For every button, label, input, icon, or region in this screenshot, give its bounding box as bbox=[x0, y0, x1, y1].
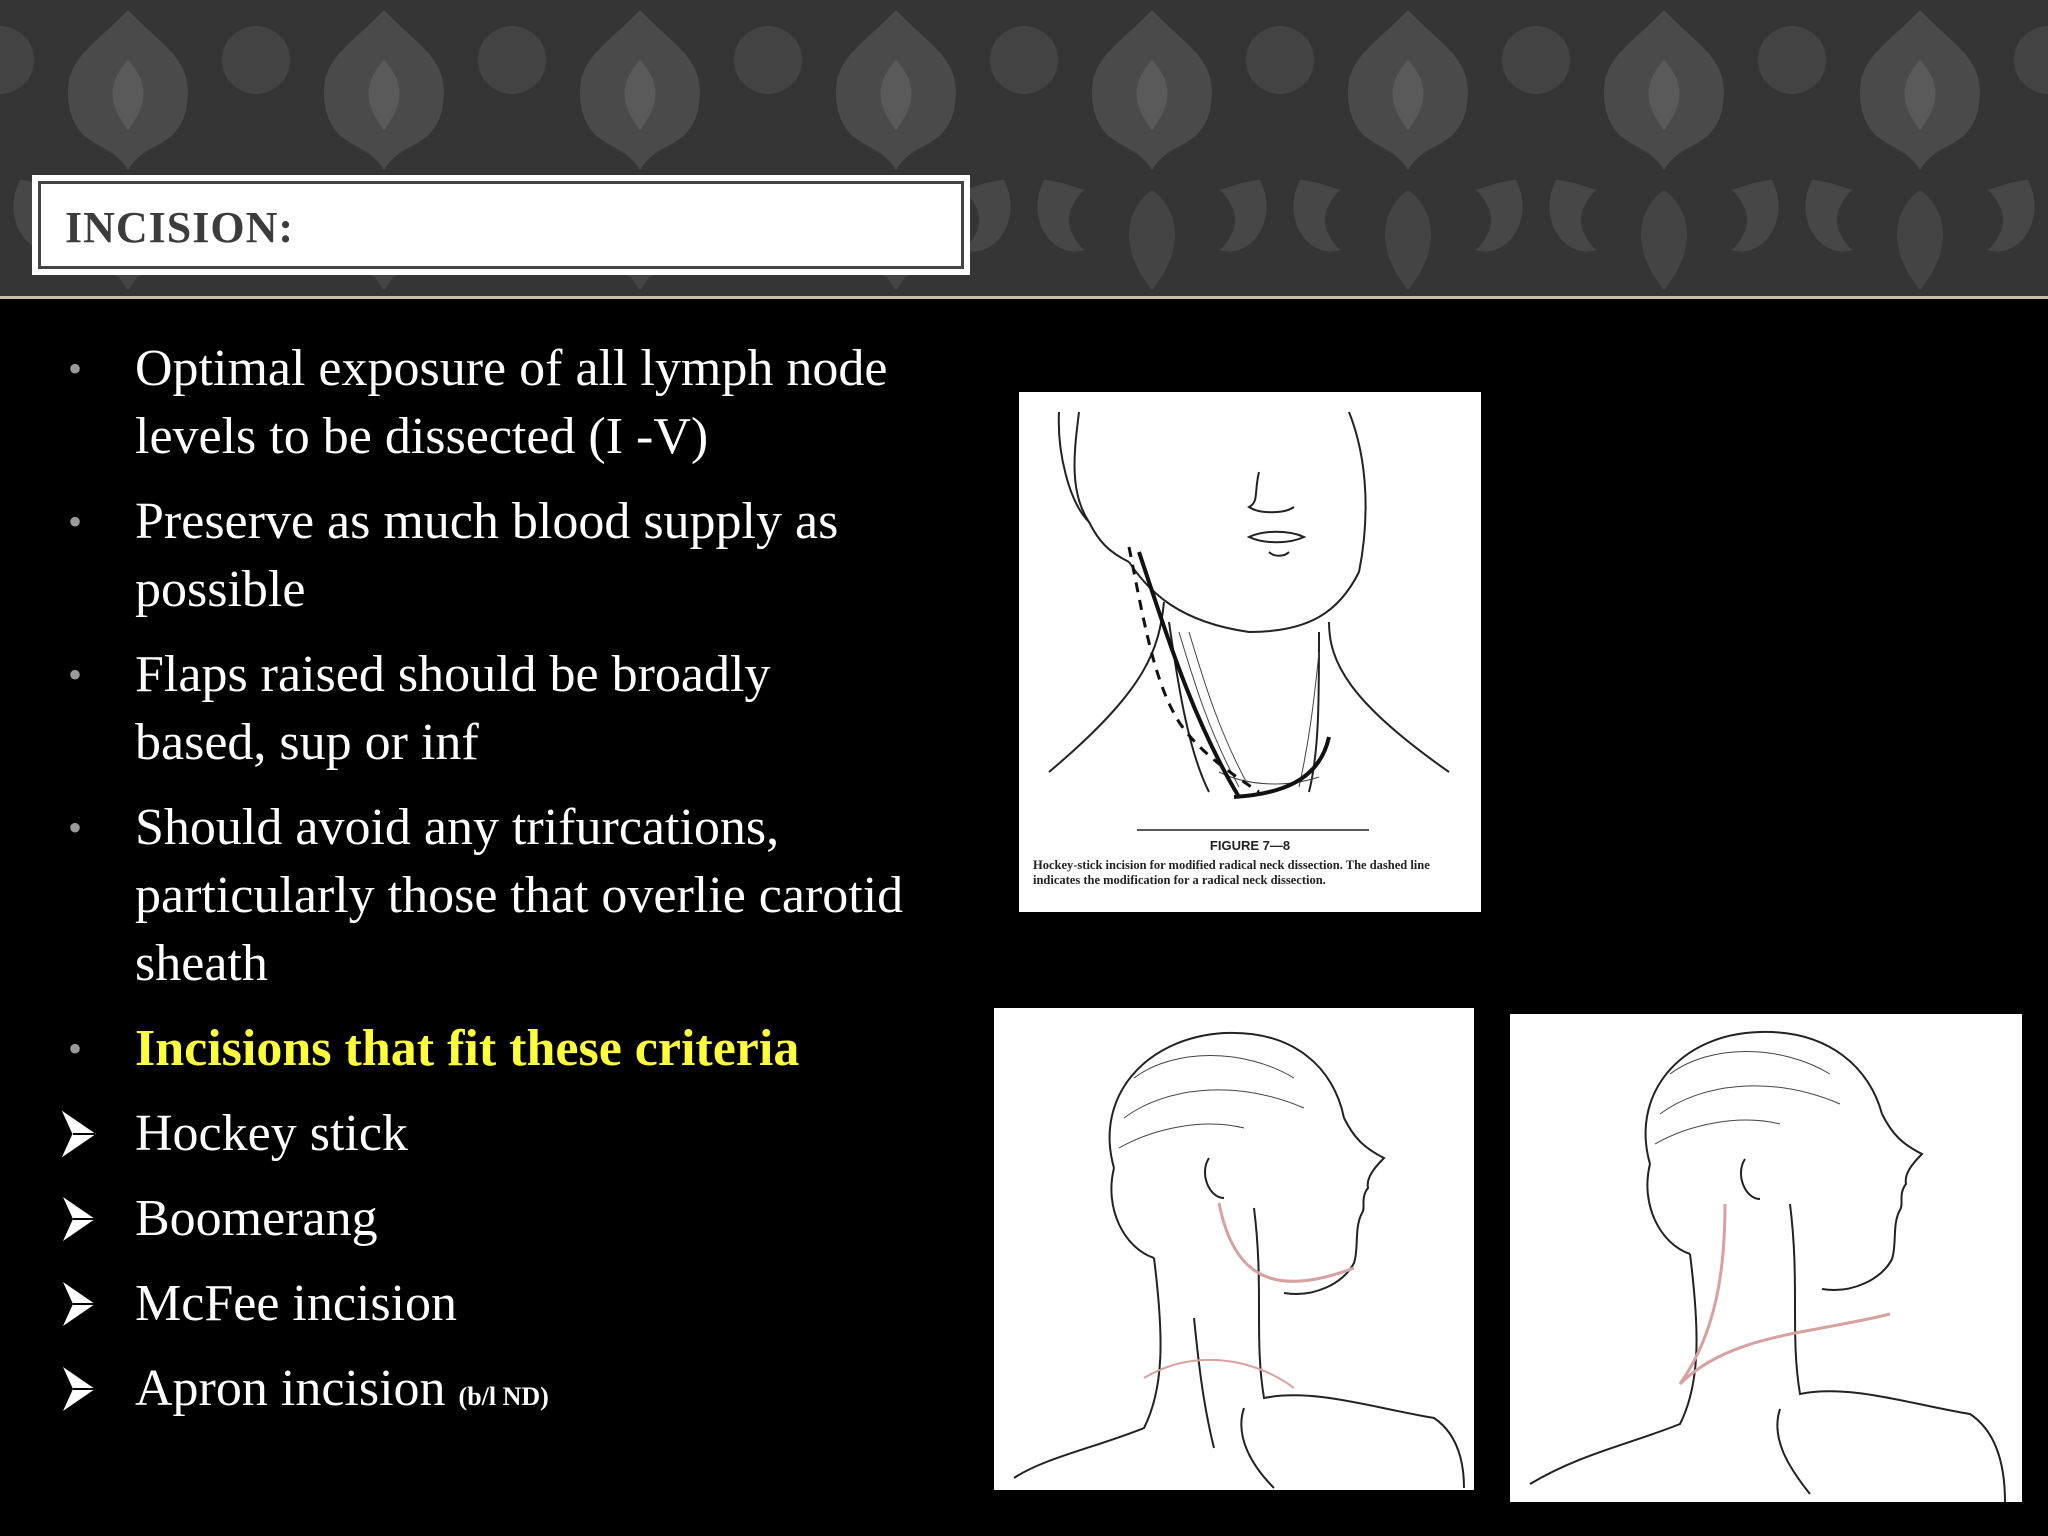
neck-profile-illustration bbox=[994, 1008, 1474, 1490]
arrow-item-note: (b/l ND) bbox=[458, 1382, 549, 1411]
bullet-item-highlight bbox=[55, 1015, 995, 1083]
bullet-text-line: Should avoid any trifurcations, bbox=[135, 799, 780, 856]
bullet-text-line: possible bbox=[135, 561, 306, 618]
bullet-item bbox=[55, 488, 995, 624]
bullet-item bbox=[55, 794, 995, 998]
neck-frontal-illustration bbox=[1019, 392, 1481, 832]
title-box bbox=[32, 175, 970, 275]
figure-title: FIGURE 7—8 bbox=[1209, 838, 1291, 853]
bullet-text-line: Optimal exposure of all lymph node bbox=[135, 340, 888, 397]
bullet-dot-icon: • bbox=[67, 346, 82, 391]
bullet-dot-icon: • bbox=[67, 499, 82, 544]
figure-caption: Hockey-stick incision for modified radical neck dissection. The dashed line indicates the modification for a radical neck dissection. bbox=[1033, 858, 1430, 887]
neck-profile-illustration bbox=[1510, 1014, 2022, 1502]
arrow-bullet-icon bbox=[61, 1361, 97, 1417]
arrow-item-label: McFee incision bbox=[135, 1275, 458, 1332]
arrow-item bbox=[55, 1270, 995, 1338]
bullet-text-line: levels to be dissected (I -V) bbox=[135, 408, 709, 465]
bullet-text-line: Preserve as much blood supply as bbox=[135, 493, 839, 550]
figure-profile-left bbox=[994, 1008, 1474, 1490]
header-divider bbox=[0, 296, 2048, 299]
bullet-dot-icon: • bbox=[67, 805, 82, 850]
arrow-item-label: Hockey stick bbox=[135, 1105, 408, 1162]
arrow-item-label: Boomerang bbox=[135, 1190, 378, 1247]
bullet-item bbox=[55, 335, 995, 471]
bullet-list bbox=[55, 335, 995, 1448]
figure-hockey-stick bbox=[1019, 392, 1481, 912]
highlight-text: Incisions that fit these criteria bbox=[135, 1020, 800, 1077]
bullet-item bbox=[55, 641, 995, 777]
header-damask-band bbox=[0, 0, 2048, 296]
arrow-item bbox=[55, 1185, 995, 1253]
arrow-item-label: Apron incision bbox=[135, 1360, 446, 1417]
arrow-bullet-icon bbox=[61, 1106, 97, 1162]
arrow-item bbox=[55, 1355, 995, 1431]
bullet-text-line: sheath bbox=[135, 935, 268, 992]
bullet-text-line: based, sup or inf bbox=[135, 714, 479, 771]
bullet-text-line: Flaps raised should be broadly bbox=[135, 646, 771, 703]
bullet-text-line: particularly those that overlie carotid bbox=[135, 867, 904, 924]
bullet-dot-icon: • bbox=[67, 652, 82, 697]
figure-profile-right bbox=[1510, 1014, 2022, 1502]
arrow-bullet-icon bbox=[61, 1276, 97, 1332]
arrow-bullet-icon bbox=[61, 1191, 97, 1247]
slide-title: INCISION: bbox=[65, 203, 295, 252]
bullet-dot-icon: • bbox=[67, 1026, 82, 1071]
arrow-item bbox=[55, 1100, 995, 1168]
